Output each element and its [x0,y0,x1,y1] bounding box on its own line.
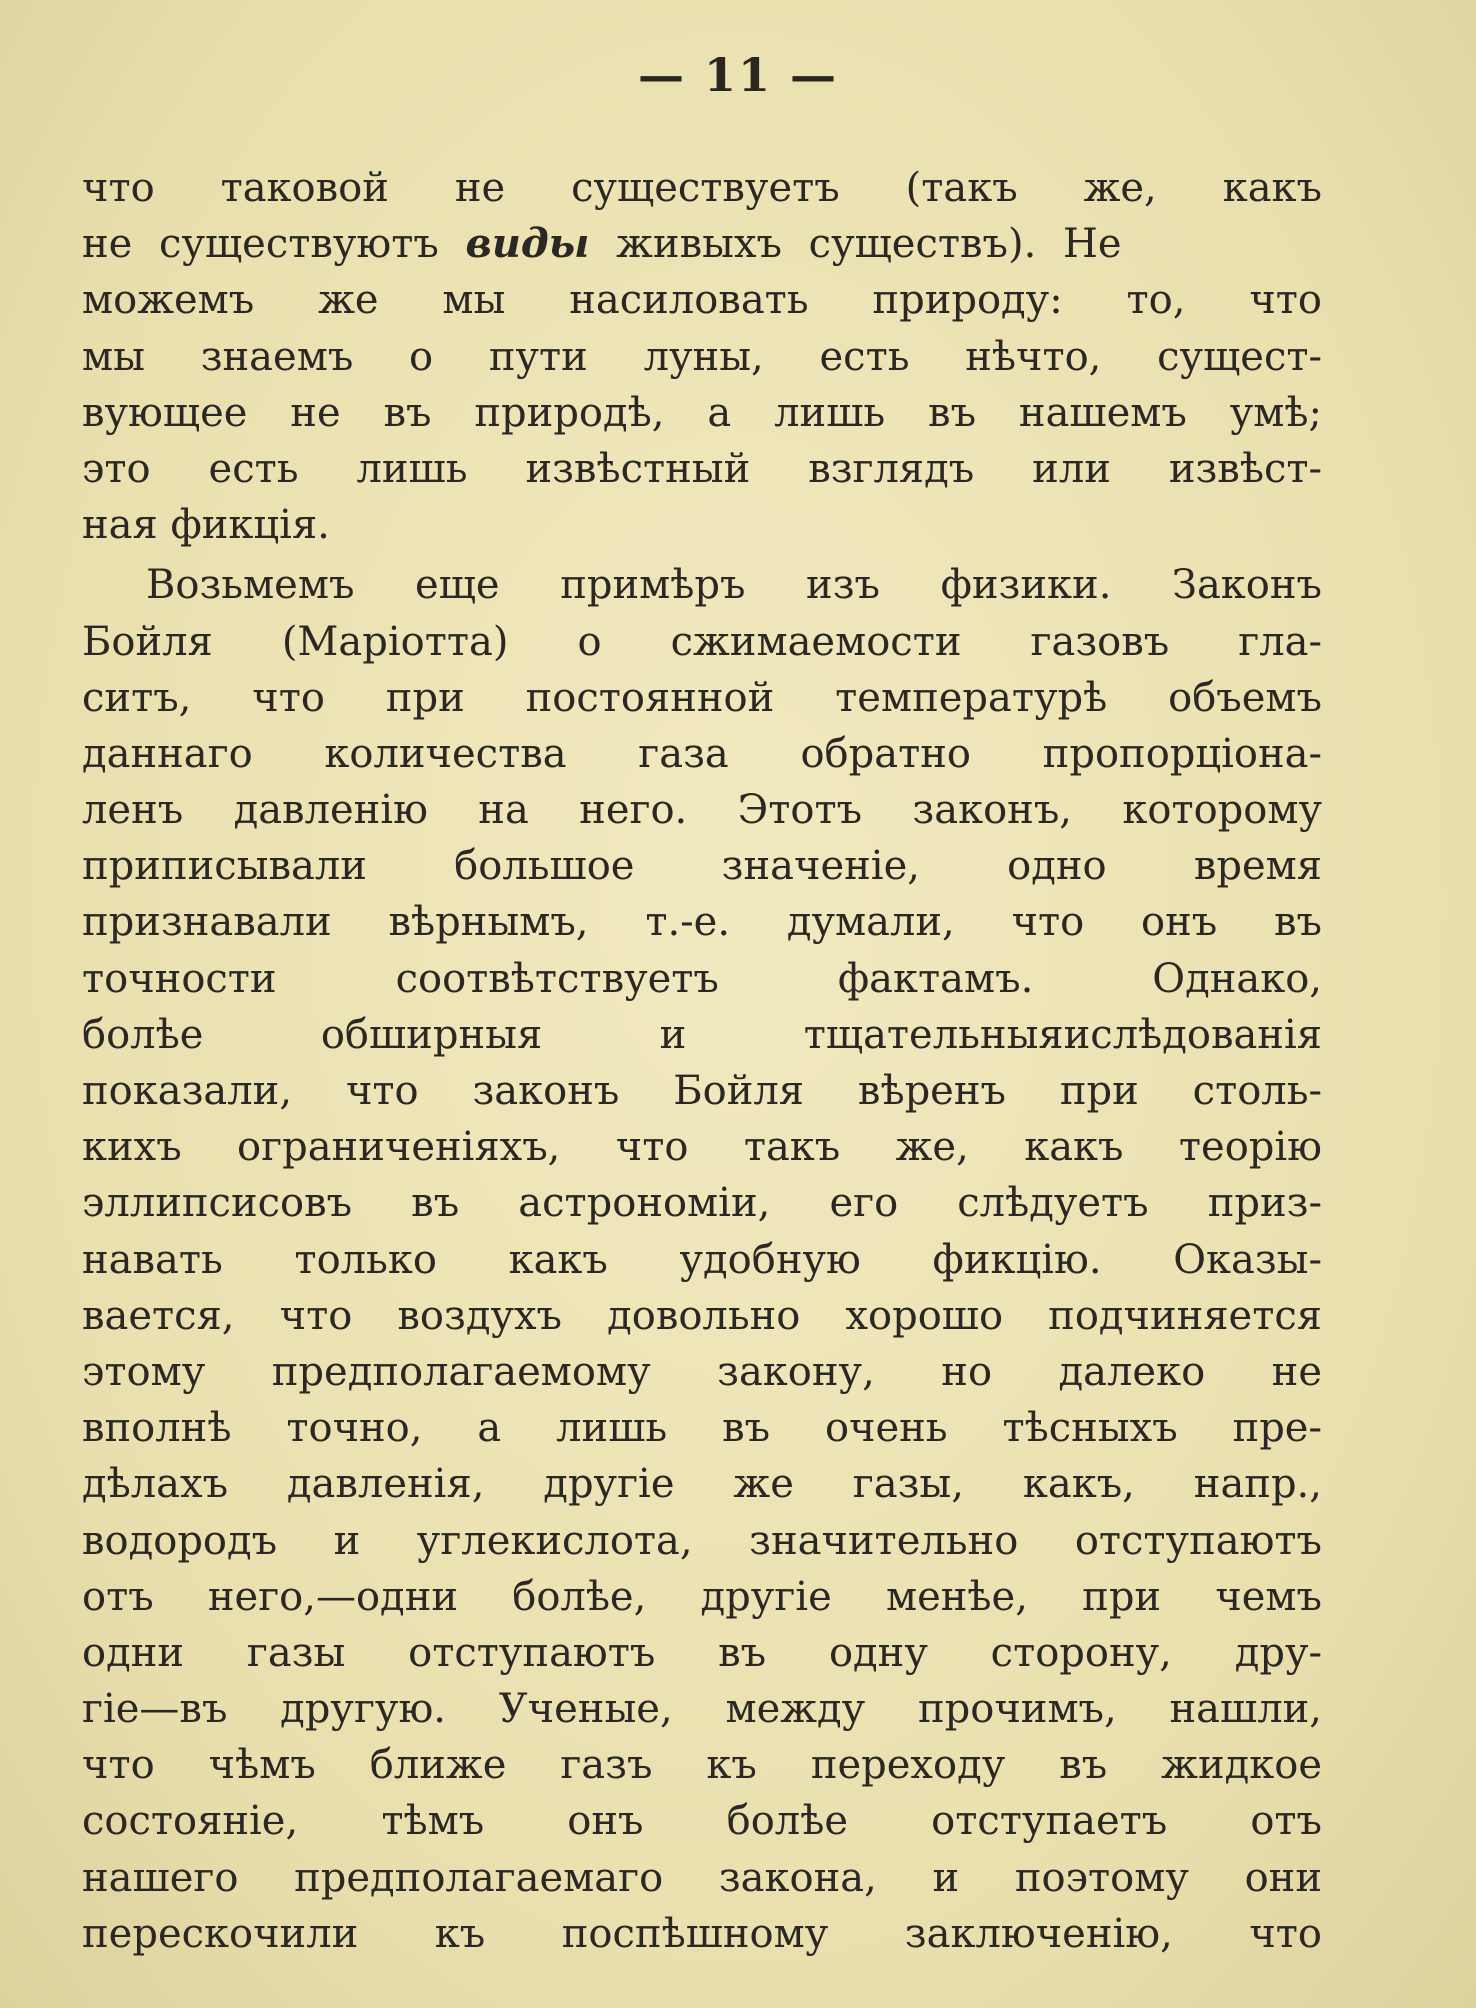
text-line: вующее не въ природѣ, а лишь въ нашемъ умѣ; [82,389,1322,436]
text-line: отъ него,—одни болѣе, другіе менѣе, при чемъ [82,1573,1322,1620]
text-line: ленъ давленію на него. Этотъ законъ, которому [82,787,1322,834]
text-line: можемъ же мы насиловать природу: то, что [82,277,1322,324]
text-line: приписывали большое значеніе, одно время [82,843,1322,890]
text-fragment: живыхъ существъ). Не [589,221,1122,268]
text-line: гіе—въ другую. Ученые, между прочимъ, нашли, [82,1686,1322,1733]
text-fragment: не существуютъ [82,221,466,268]
text-line: этому предполагаемому закону, но далеко не [82,1348,1322,1395]
text-line: Возьмемъ еще примѣръ изъ физики. Законъ [146,562,1322,609]
body-text [82,160,1322,1962]
text-line: состояніе, тѣмъ онъ болѣе отступаетъ отъ [82,1798,1322,1845]
text-line: что чѣмъ ближе газъ къ переходу въ жидкое [82,1742,1322,1789]
text-line: даннаго количества газа обратно пропорціона- [82,730,1322,777]
text-line: болѣе обширныя и тщательныяислѣдованія [82,1011,1322,1058]
text-line: нашего предполагаемаго закона, и поэтому они [82,1854,1322,1901]
text-line: водородъ и углекислота, значительно отступаютъ [82,1517,1322,1564]
paragraph-1 [82,160,1322,553]
paragraph-2 [82,557,1322,1962]
text-line [82,216,1322,272]
text-line: одни газы отступаютъ въ одну сторону, дру- [82,1629,1322,1676]
text-line: навать только какъ удобную фикцію. Оказы- [82,1236,1322,1283]
text-line: кихъ ограниченіяхъ, что такъ же, какъ теорію [82,1124,1322,1171]
page-number: — 11 — [637,48,839,102]
text-line: мы знаемъ о пути луны, есть нѣчто, сущест- [82,333,1322,380]
text-line: перескочили къ поспѣшному заключенію, что [82,1910,1322,1957]
text-line: точности соотвѣтствуетъ фактамъ. Однако, [82,955,1322,1002]
text-line: Бойля (Маріотта) о сжимаемости газовъ гла- [82,618,1322,665]
text-line: показали, что законъ Бойля вѣренъ при столь- [82,1068,1322,1114]
text-line: вается, что воздухъ довольно хорошо подчиняется [82,1292,1322,1339]
text-line: дѣлахъ давленія, другіе же газы, какъ, напр., [82,1461,1322,1508]
text-line: эллипсисовъ въ астрономіи, его слѣдуетъ приз- [82,1180,1322,1227]
emphasized-word: виды [465,220,590,268]
text-line: что таковой не существуетъ (такъ же, какъ [82,165,1322,211]
text-line: это есть лишь извѣстный взглядъ или извѣст- [82,445,1322,492]
text-line: ная фикція. [82,502,330,549]
text-line: вполнѣ точно, а лишь въ очень тѣсныхъ пре- [82,1405,1322,1452]
text-line: ситъ, что при постоянной температурѣ объемъ [82,674,1322,721]
text-line: признавали вѣрнымъ, т.-е. думали, что онъ въ [82,899,1322,946]
